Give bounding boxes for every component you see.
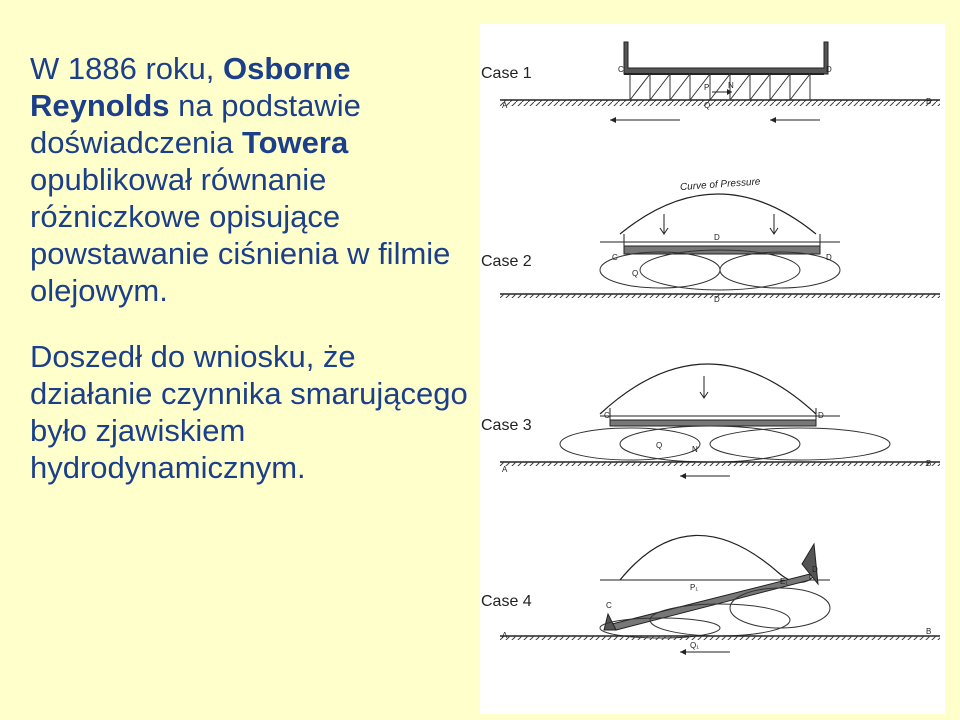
svg-text:P: P (704, 83, 710, 92)
curve-of-pressure-label: Curve of Pressure (679, 176, 761, 194)
case-4-label: Case 4 (481, 593, 532, 610)
name-osborne-reynolds: Osborne Reynolds (30, 51, 351, 123)
svg-text:C: C (604, 411, 610, 420)
name-tower: Towera (241, 125, 349, 160)
svg-text:C: C (606, 601, 612, 610)
svg-text:E₁: E₁ (780, 577, 789, 586)
case-1-diagram (481, 42, 940, 123)
svg-text:D: D (826, 65, 832, 74)
svg-text:B: B (926, 97, 932, 106)
svg-text:P₁: P₁ (690, 583, 699, 592)
svg-text:N: N (728, 81, 734, 90)
text-experiment: na podstawie doświadczenia (30, 88, 361, 160)
svg-text:D: D (714, 295, 720, 304)
text-intro: W 1886 roku, (30, 51, 223, 86)
case-2-diagram (481, 176, 940, 304)
svg-text:D: D (818, 411, 824, 420)
svg-text:D: D (812, 565, 818, 574)
svg-text:B: B (926, 627, 932, 636)
case-3-label: Case 3 (481, 417, 532, 434)
text-equation: opublikował równanie różniczkowe opisujące powstawanie ciśnienia w filmie olejowym. (30, 162, 451, 308)
case-4-diagram (481, 535, 940, 655)
svg-text:A: A (502, 631, 508, 640)
svg-text:A: A (502, 101, 508, 110)
cases-diagram (480, 24, 945, 714)
svg-text:B: B (926, 459, 932, 468)
case-1-label: Case 1 (481, 65, 532, 82)
svg-text:C: C (612, 253, 618, 262)
case-2-label: Case 2 (481, 253, 532, 270)
reynolds-cases-figure (480, 24, 945, 714)
svg-text:C: C (618, 65, 624, 74)
svg-text:Q: Q (704, 101, 711, 110)
text-conclusion: Doszedł do wniosku, że działanie czynnika smarującego było zjawiskiem hydrodynamicznym. (30, 339, 468, 485)
paragraph-reynolds (30, 50, 470, 309)
svg-text:Q: Q (656, 441, 663, 450)
svg-text:N: N (692, 445, 698, 454)
svg-text:D: D (826, 253, 832, 262)
svg-text:A: A (502, 465, 508, 474)
paragraph-conclusion (30, 338, 470, 486)
case-3-diagram (481, 364, 940, 479)
svg-text:D: D (714, 233, 720, 242)
svg-text:Q₁: Q₁ (690, 641, 699, 650)
svg-text:Q: Q (632, 269, 639, 278)
